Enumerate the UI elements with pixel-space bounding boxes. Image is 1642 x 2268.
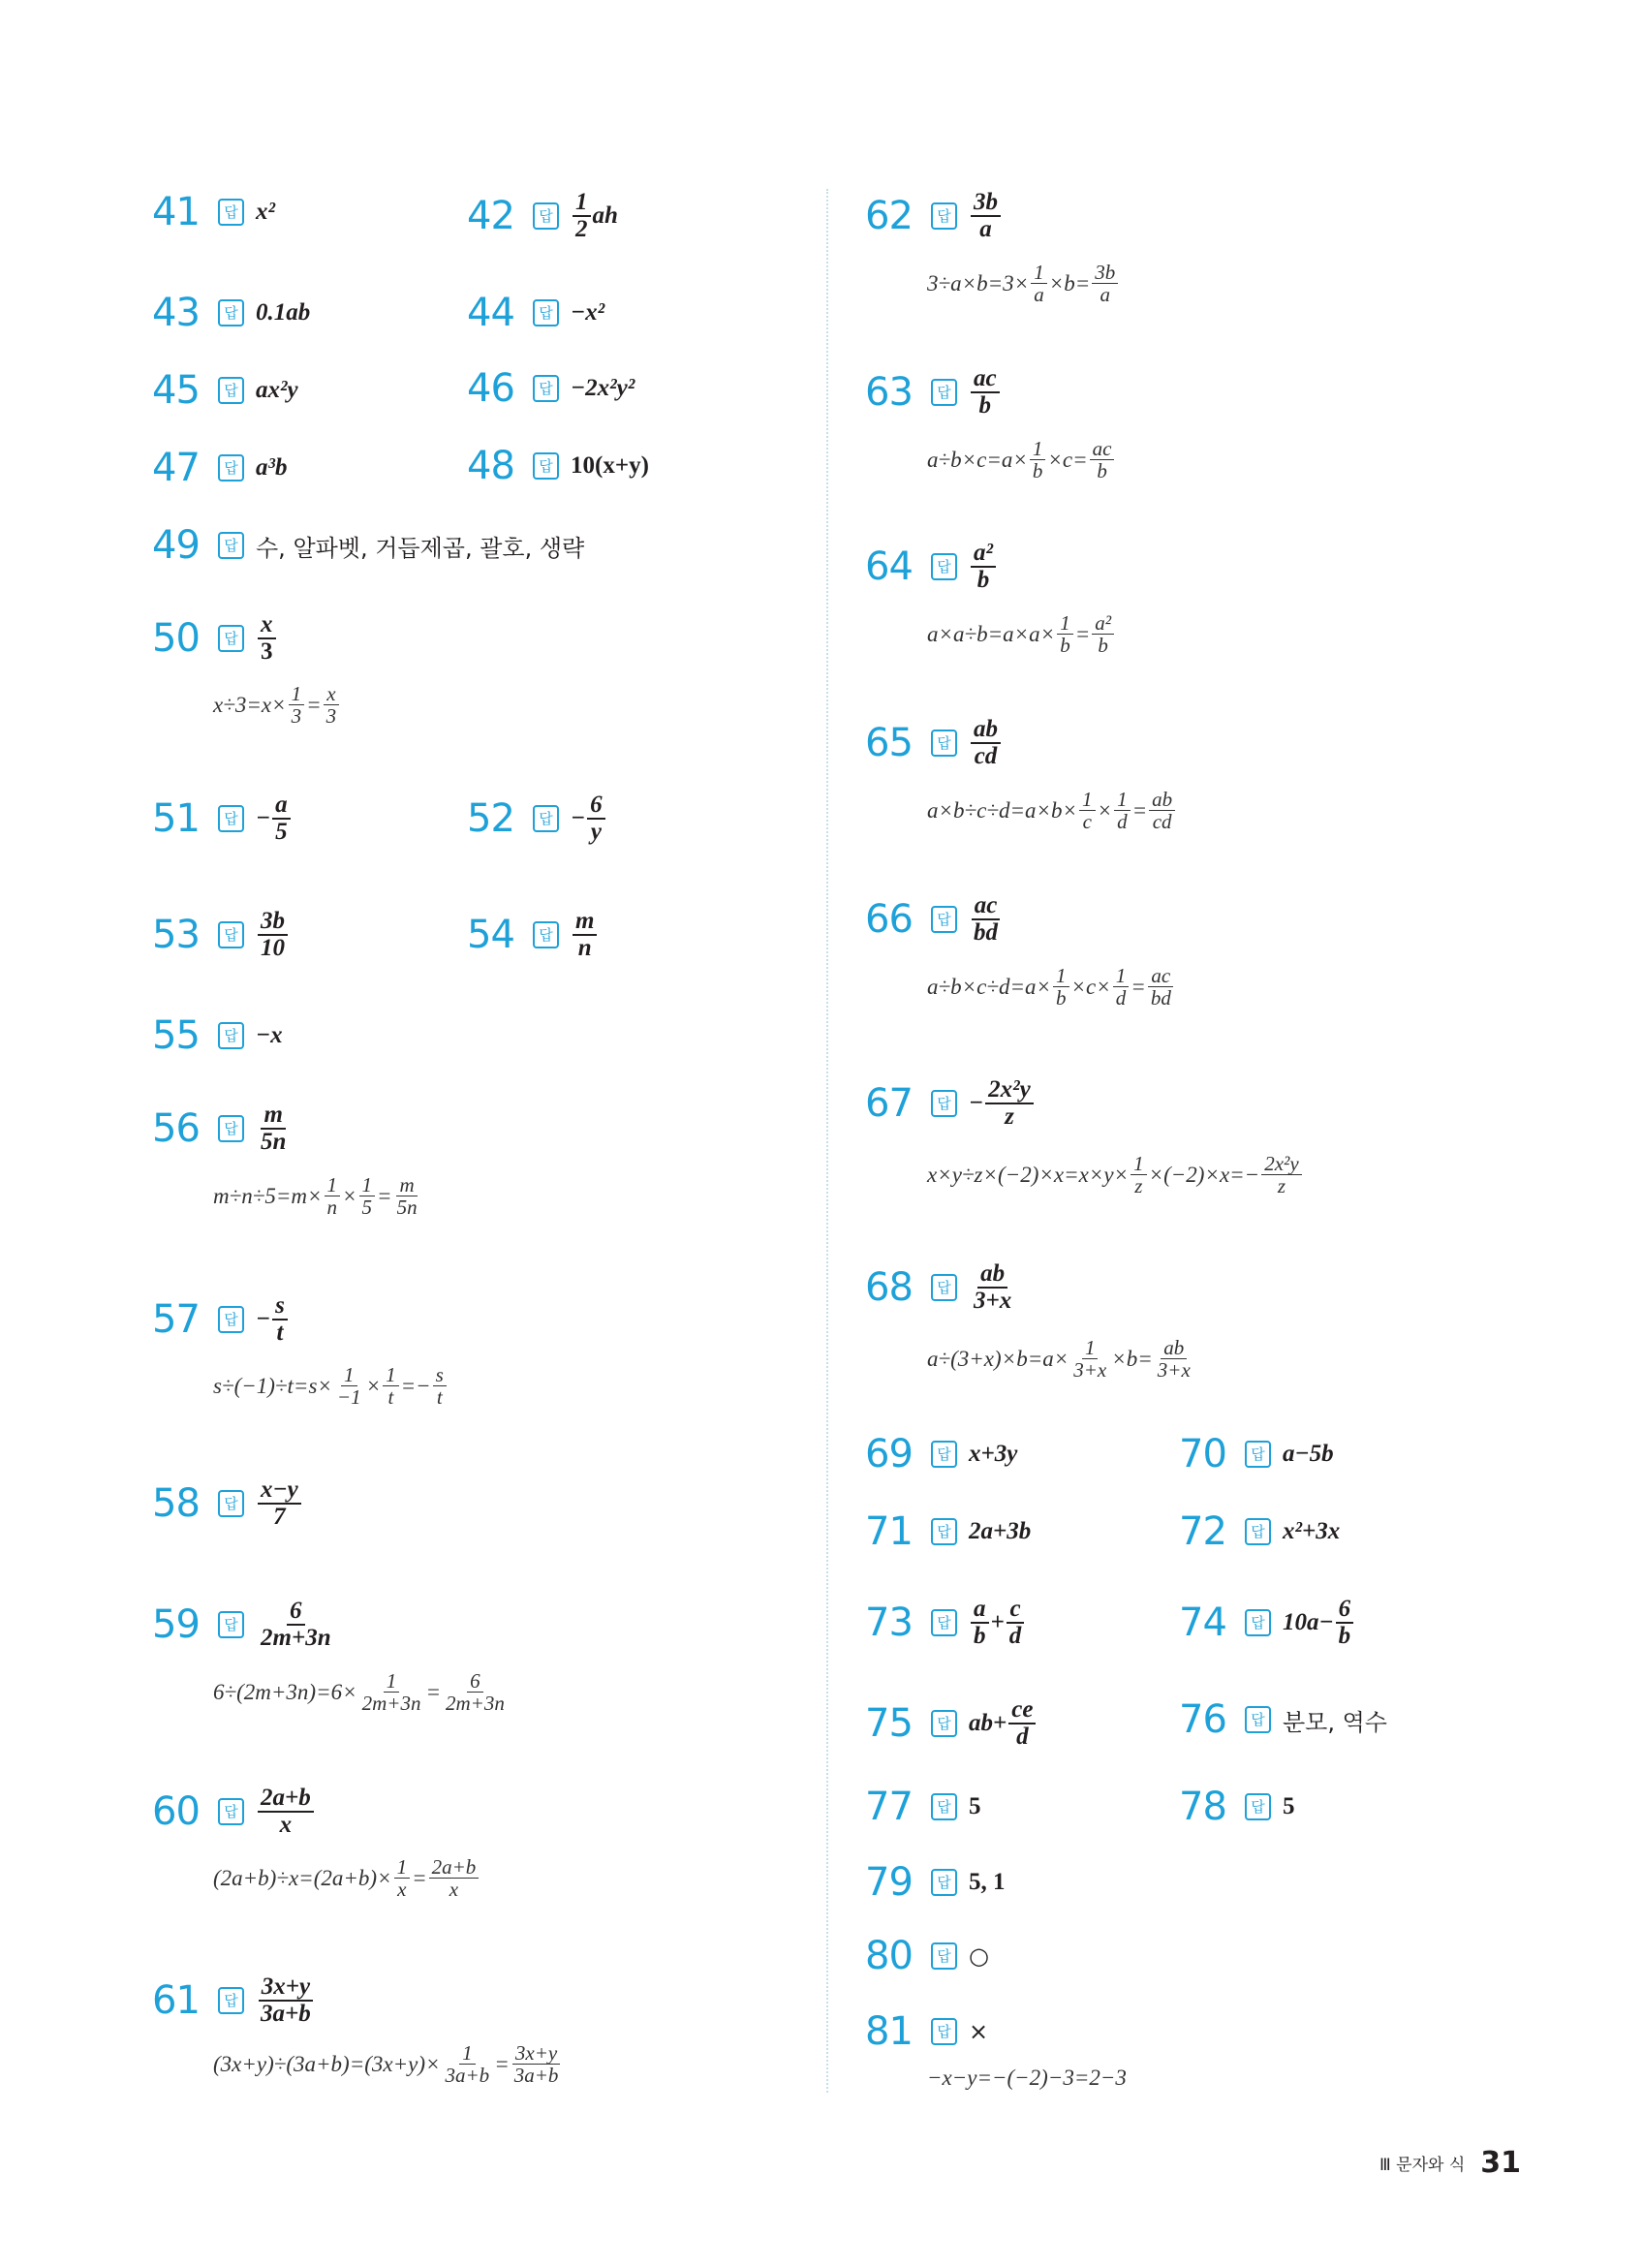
- answer-56: [152, 1103, 291, 1156]
- answer-badge: 답: [931, 1609, 957, 1636]
- answer-badge: 답: [1245, 1793, 1271, 1820]
- problem-number: 81: [865, 2009, 913, 2054]
- problem-number: 56: [152, 1106, 200, 1152]
- answer-badge: 답: [931, 1274, 957, 1301]
- answer-badge: 답: [533, 805, 559, 832]
- problem-number: 52: [467, 796, 514, 842]
- answer-badge: 답: [533, 452, 559, 480]
- problem-number: 80: [865, 1934, 913, 1978]
- answer-75: [865, 1697, 1038, 1751]
- problem-number: 68: [865, 1265, 913, 1311]
- answer-51: [152, 792, 293, 846]
- explanation-57: s÷(−1)÷t=s× $\frac{1}{-1}$ × $\frac{1}{t}$ =− $\frac{s}{t}$: [213, 1364, 449, 1408]
- problem-number: 77: [865, 1785, 913, 1829]
- problem-number: 46: [467, 366, 514, 411]
- answer-badge: 답: [931, 1518, 957, 1545]
- answer-value: 0.1ab: [256, 299, 311, 326]
- problem-number: 74: [1179, 1600, 1226, 1646]
- answer-44: [467, 291, 604, 335]
- problem-number: 44: [467, 291, 514, 335]
- explanation-56: m÷n÷5=m× $\frac{1}{n}$ × $\frac{1}{5}$ = $\frac{m}{5n}$: [213, 1173, 418, 1220]
- answer-badge: 답: [218, 1022, 244, 1049]
- answer-value: a³b: [256, 454, 288, 481]
- answer-badge: 답: [218, 532, 244, 559]
- answer-value: 5, 1: [969, 1869, 1006, 1895]
- answer-78: [1179, 1785, 1295, 1829]
- answer-value: 2a+3b: [969, 1518, 1032, 1544]
- problem-number: 79: [865, 1860, 913, 1905]
- answer-57: [152, 1293, 290, 1347]
- problem-number: 53: [152, 913, 200, 958]
- explanation-60: (2a+b)÷x=(2a+b)× $\frac{1}{x}$ = $\frac{2a+b}{x}$: [213, 1856, 480, 1900]
- answer-badge: 답: [533, 375, 559, 402]
- problem-number: 55: [152, 1013, 200, 1058]
- answer-value: −2x²y²: [571, 375, 635, 401]
- problem-number: 63: [865, 370, 913, 416]
- answer-badge: 답: [218, 377, 244, 404]
- answer-badge: 답: [533, 299, 559, 326]
- answer-value: 10(x+y): [571, 452, 649, 479]
- explanation-61: (3x+y)÷(3a+b)=(3x+y)× $\frac{1}{3a+b}$ = $\frac{3x+y}{3a+b}$: [213, 2041, 559, 2088]
- answer-badge: 답: [533, 921, 559, 948]
- answer-badge: 답: [218, 1611, 244, 1638]
- answer-value: −x²: [571, 299, 605, 326]
- answer-badge: 답: [931, 906, 957, 933]
- explanation-65: a×b÷c÷d=a×b× $\frac{1}{c}$ × $\frac{1}{d}$ = $\frac{ab}{cd}$: [927, 789, 1177, 832]
- explanation-50: x÷3=x× $\frac{1}{3}$ = $\frac{x}{3}$: [213, 683, 341, 727]
- answer-value: 분모, 역수: [1283, 1708, 1387, 1736]
- answer-79: [865, 1860, 1006, 1905]
- problem-number: 60: [152, 1789, 200, 1835]
- answer-value: $\frac{m}{5n}$: [261, 1102, 287, 1156]
- answer-value: $\frac{m}{n}$: [571, 909, 599, 962]
- answer-47: [152, 446, 288, 490]
- problem-number: 59: [152, 1602, 200, 1648]
- answer-value: ×: [969, 2018, 989, 2045]
- answer-50: [152, 612, 278, 666]
- answer-value: x²: [256, 199, 275, 225]
- answer-value: $\frac{\text{a²}}{b}$: [969, 541, 998, 594]
- section-label: Ⅲ 문자와 식: [1379, 2156, 1466, 2175]
- answer-value: $\frac{ab}{3+x}$: [974, 1260, 1012, 1315]
- answer-81: [865, 2009, 988, 2054]
- answer-62: [865, 190, 1003, 243]
- answer-63: [865, 366, 1002, 419]
- answer-badge: 답: [1245, 1441, 1271, 1468]
- problem-number: 62: [865, 194, 913, 239]
- problem-number: 75: [865, 1701, 913, 1747]
- answer-badge: 답: [1245, 1609, 1271, 1636]
- answer-badge: 답: [218, 1306, 244, 1333]
- answer-badge: 답: [931, 202, 957, 230]
- problem-number: 48: [467, 444, 514, 488]
- problem-number: 45: [152, 368, 200, 413]
- answer-value: ab+ $\frac{ce}{d}$: [969, 1697, 1038, 1751]
- answer-value: 수, 알파벳, 거듭제곱, 괄호, 생략: [256, 534, 585, 562]
- answer-badge: 답: [931, 2018, 957, 2045]
- explanation-63: a÷b×c=a× $\frac{1}{b}$ ×c= $\frac{ac}{b}$: [927, 438, 1116, 482]
- answer-72: [1179, 1509, 1340, 1554]
- problem-number: 67: [865, 1081, 913, 1127]
- answer-value: −x: [256, 1022, 283, 1048]
- answer-77: [865, 1785, 981, 1829]
- answer-badge: 답: [931, 730, 957, 757]
- problem-number: 66: [865, 897, 913, 943]
- problem-number: 72: [1179, 1509, 1226, 1554]
- answer-value: x²+3x: [1283, 1518, 1341, 1544]
- answer-71: [865, 1509, 1031, 1554]
- answer-value: $\frac{3x+y}{3a+b}$: [256, 1974, 316, 2028]
- explanation-59: 6÷(2m+3n)=6× $\frac{1}{2m+3n}$ = $\frac{6}{2m+3n}$: [213, 1669, 505, 1716]
- explanation-66: a÷b×c÷d=a× $\frac{1}{b}$ ×c× $\frac{1}{d}$ = $\frac{ac}{bd}$: [927, 965, 1176, 1009]
- problem-number: 69: [865, 1432, 913, 1476]
- answer-value: $\frac{a}{b}$ + $\frac{c}{d}$: [969, 1597, 1026, 1650]
- answer-54: [467, 909, 599, 962]
- answer-45: [152, 368, 298, 413]
- answer-value: $\frac{ac}{bd}$: [969, 893, 1003, 947]
- answer-58: [152, 1477, 303, 1531]
- answer-76: [1179, 1697, 1387, 1742]
- answer-badge: 답: [931, 1869, 957, 1896]
- answer-badge: 답: [533, 202, 559, 230]
- problem-number: 54: [467, 913, 514, 958]
- answer-70: [1179, 1432, 1334, 1476]
- answer-value: 5: [969, 1793, 981, 1819]
- problem-number: 50: [152, 616, 200, 662]
- answer-value: − $\frac{\text{2x²y}}{z}$: [969, 1077, 1036, 1131]
- problem-number: 73: [865, 1600, 913, 1646]
- problem-number: 49: [152, 523, 200, 568]
- answer-64: [865, 541, 998, 594]
- answer-value: $\frac{3b}{10}$: [256, 909, 290, 962]
- answer-badge: 답: [1245, 1706, 1271, 1733]
- answer-value: $\frac{2a+b}{x}$: [256, 1786, 316, 1839]
- page-number: 31: [1480, 2146, 1521, 2180]
- answer-badge: 답: [931, 1942, 957, 1970]
- answer-badge: 답: [218, 299, 244, 326]
- problem-number: 61: [152, 1978, 200, 2024]
- answer-value: − $\frac{a}{5}$: [256, 792, 293, 846]
- answer-value: $\frac{x-y}{7}$: [256, 1477, 303, 1531]
- answer-80: [865, 1934, 989, 1978]
- answer-value: $\frac{ac}{b}$: [969, 366, 1002, 419]
- problem-number: 76: [1179, 1697, 1226, 1742]
- answer-badge: 답: [931, 1090, 957, 1117]
- answer-value: x+3y: [969, 1441, 1018, 1467]
- answer-42: [467, 190, 618, 243]
- problem-number: 70: [1179, 1432, 1226, 1476]
- answer-55: [152, 1013, 283, 1058]
- answer-60: [152, 1786, 316, 1839]
- answer-badge: 답: [218, 921, 244, 948]
- answer-value: $\frac{6}{2m+3n}$: [261, 1598, 331, 1652]
- answer-43: [152, 291, 310, 335]
- answer-66: [865, 893, 1003, 947]
- answer-value: $\frac{3b}{a}$: [969, 190, 1003, 243]
- problem-number: 47: [152, 446, 200, 490]
- problem-number: 64: [865, 544, 913, 590]
- page-footer: [1379, 2146, 1521, 2180]
- answer-74: [1179, 1597, 1355, 1650]
- answer-badge: 답: [218, 805, 244, 832]
- answer-badge: 답: [218, 199, 244, 226]
- explanation-64: a×a÷b=a×a× $\frac{1}{b}$ = $\frac{\text{a²}}{b}$: [927, 612, 1116, 656]
- problem-number: 42: [467, 194, 514, 239]
- problem-number: 71: [865, 1509, 913, 1554]
- answer-badge: 답: [931, 1441, 957, 1468]
- answer-value: $\frac{x}{3}$: [256, 612, 278, 666]
- answer-badge: 답: [931, 553, 957, 580]
- answer-value: a−5b: [1283, 1441, 1334, 1467]
- explanation-62: 3÷a×b=3× $\frac{1}{a}$ ×b= $\frac{3b}{a}$: [927, 262, 1120, 305]
- answer-badge: 답: [218, 1798, 244, 1825]
- answer-badge: 답: [218, 1490, 244, 1517]
- problem-number: 41: [152, 190, 200, 234]
- answer-value: ax²y: [256, 377, 298, 403]
- problem-number: 58: [152, 1481, 200, 1527]
- answer-badge: 답: [931, 1710, 957, 1737]
- answer-badge: 답: [218, 1987, 244, 2014]
- problem-number: 65: [865, 721, 913, 766]
- answer-value: ○: [969, 1942, 989, 1970]
- problem-number: 51: [152, 796, 200, 842]
- answer-value: 10a− $\frac{6}{b}$: [1283, 1597, 1355, 1650]
- answer-badge: 답: [931, 379, 957, 406]
- answer-73: [865, 1597, 1026, 1650]
- answer-67: [865, 1077, 1036, 1131]
- answer-69: [865, 1432, 1017, 1476]
- explanation-67: x×y÷z×(−2)×x=x×y× $\frac{1}{z}$ ×(−2)×x=− $\frac{\text{2x²y}}{z}$: [927, 1153, 1304, 1196]
- answer-53: [152, 909, 290, 962]
- answer-59: [152, 1599, 336, 1652]
- explanation-81: −x−y=−(−2)−3=2−3: [927, 2066, 1127, 2090]
- answer-41: [152, 190, 275, 234]
- answer-badge: 답: [931, 1793, 957, 1820]
- answer-61: [152, 1974, 316, 2028]
- answer-49: [152, 523, 584, 568]
- problem-number: 57: [152, 1297, 200, 1343]
- answer-value: 5: [1283, 1793, 1295, 1819]
- column-divider: [826, 189, 828, 2093]
- answer-value: $\frac{1}{2}$ ah: [571, 190, 618, 243]
- answer-value: $\frac{ab}{cd}$: [969, 717, 1003, 770]
- answer-badge: 답: [218, 1115, 244, 1142]
- answer-badge: 답: [218, 625, 244, 652]
- answer-badge: 답: [218, 454, 244, 482]
- answer-value: − $\frac{6}{y}$: [571, 792, 607, 846]
- answer-65: [865, 717, 1003, 770]
- problem-number: 43: [152, 291, 200, 335]
- answer-badge: 답: [1245, 1518, 1271, 1545]
- answer-value: − $\frac{s}{t}$: [256, 1293, 290, 1347]
- problem-number: 78: [1179, 1785, 1226, 1829]
- explanation-68: a÷(3+x)×b=a× $\frac{1}{3+x}$ ×b= $\frac{ab}{3+x}$: [927, 1336, 1191, 1383]
- answer-52: [467, 792, 607, 846]
- answer-68: [865, 1261, 1016, 1315]
- answer-46: [467, 366, 635, 411]
- answer-48: [467, 444, 649, 488]
